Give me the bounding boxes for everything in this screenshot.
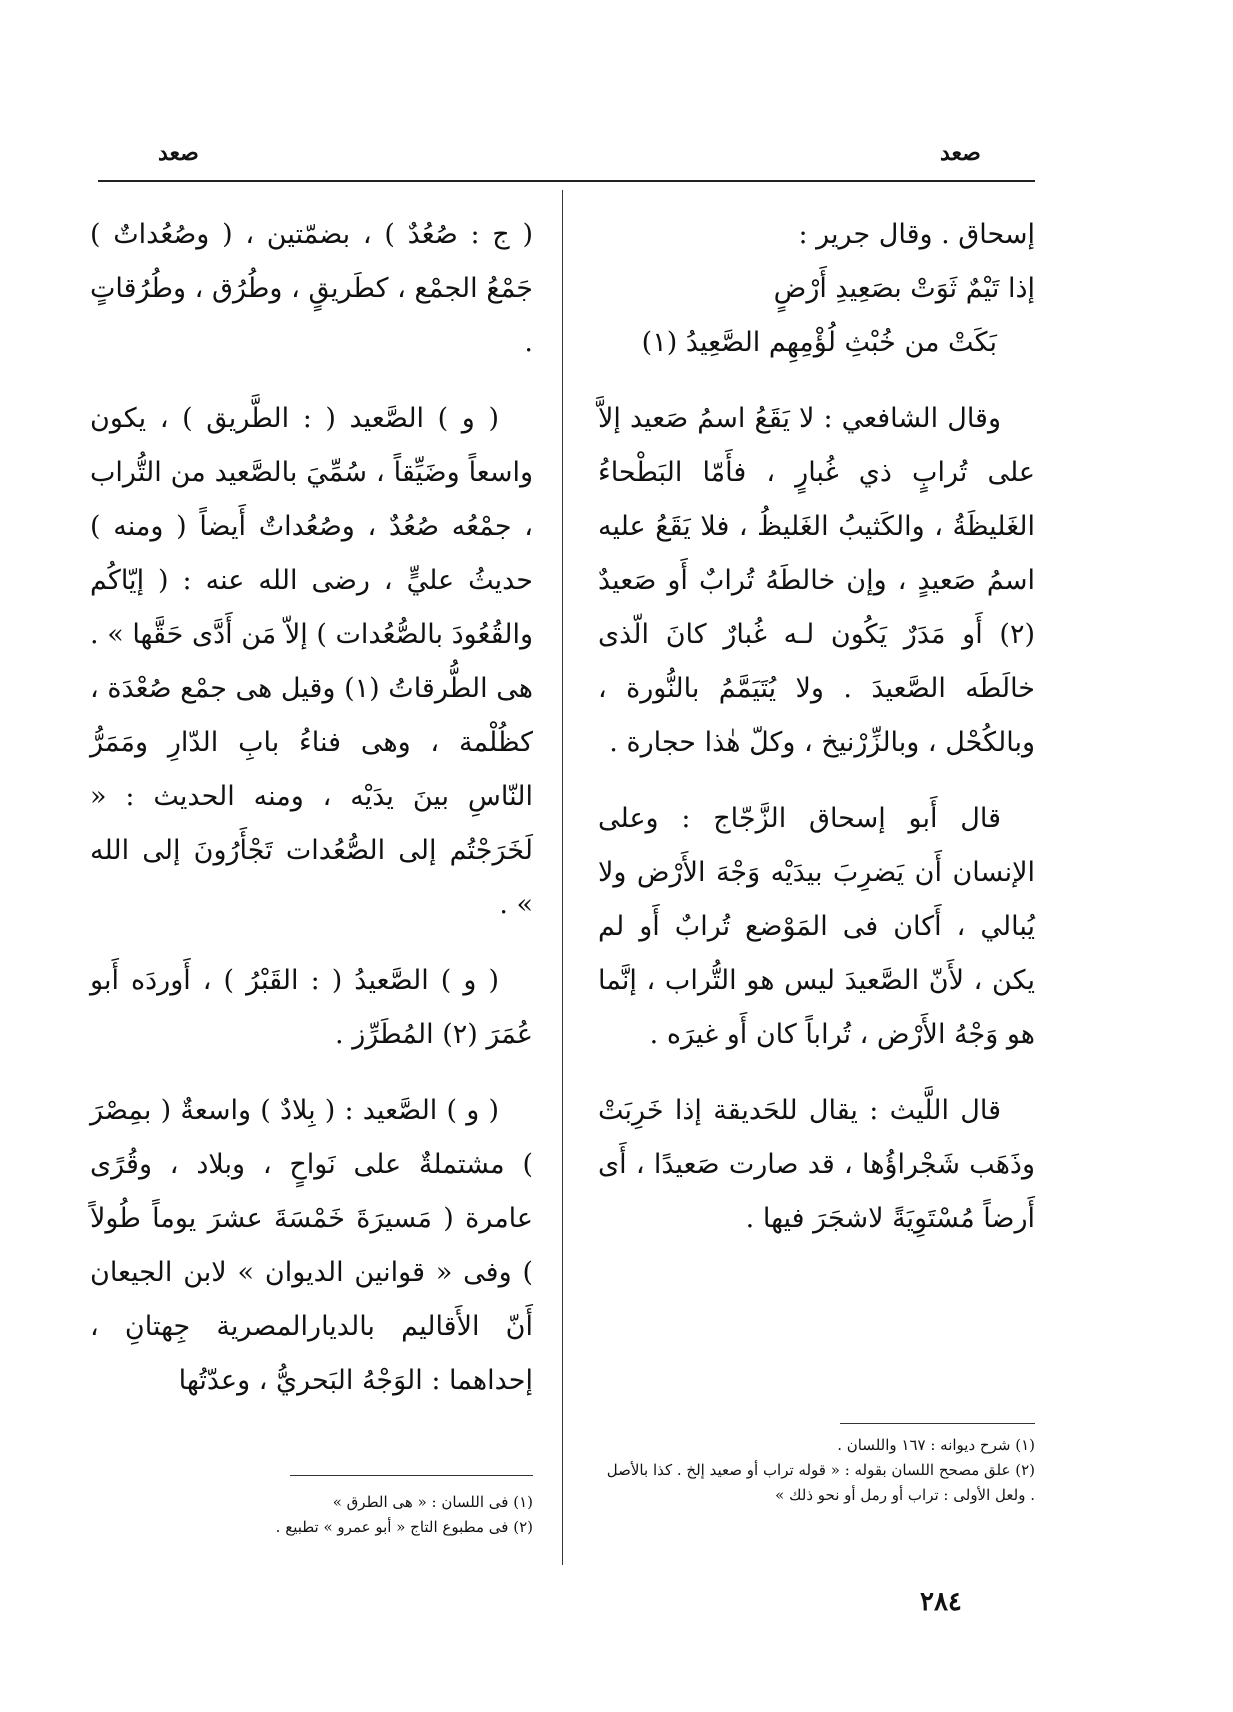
right-footnote-1: (١) شرح ديوانه : ١٦٧ واللسان .	[837, 1436, 1035, 1454]
left-footnote-1: (١) فى اللسان : « هى الطرق »	[332, 1493, 533, 1511]
running-head-left: صعد	[158, 140, 199, 166]
left-paragraph-plural: ( ج : صُعُدٌ ) ، بضمّتين ، ( وصُعُداتٌ ) جَمْعُ الجمْع ، كطَريقٍ ، وطُرُق ، وطُرُقاتٍ .	[90, 219, 533, 358]
left-footnote-2: (٢) فى مطبوع التاج « أبو عمرو » تطبيع .	[275, 1518, 533, 1536]
right-intro: إسحاق . وقال جرير :	[798, 219, 1035, 250]
left-footnotes	[140, 1490, 533, 1540]
running-head-right: صعد	[940, 140, 981, 166]
verse-line-2: بَكَتْ من خُبْثِ لُؤْمِهِم الصَّعِيدُ (١)	[641, 327, 997, 358]
verse-line-1: إذا تَيْمٌ ثَوَتْ بصَعِيدِ أَرْضٍ	[773, 273, 1035, 304]
right-footnote-2: (٢) علق مصحح اللسان بقوله : « قوله تراب أو صعيد إلخ . كذا بالأصل . ولعل الأولى : تراب أو رمل أو نحو ذلك »	[606, 1461, 1035, 1504]
right-footnotes	[598, 1433, 1035, 1508]
left-paragraph-upper-egypt: ( و ) الصَّعيد : ( بِلادٌ ) واسعةٌ ( بمِصْرَ ) مشتملةٌ على نَواحٍ ، وبلاد ، وقُرًى عامرة ( مَسيرَةَ خَمْسَةَ عشرَ يوماً طُولاً ) وفى « قوانين الديوان » لابن الجيعان أَنّ الأَقاليم بالديارالمصرية جِهتانِ ، إحداهما : الوَجْهُ البَحريُّ ، وعدّتُها	[90, 1095, 533, 1396]
left-column	[90, 208, 533, 1430]
right-column	[598, 208, 1035, 1268]
footnote-rule-right	[840, 1423, 1035, 1424]
poem-verse	[598, 262, 1035, 370]
right-paragraph-layth: قال اللَّيث : يقال للحَديقة إذا خَرِبَتْ وذَهَب شَجْراؤُها ، قد صارت صَعيدًا ، أَى أَرضاً مُسْتَوِيَةً لاشجَرَ فيها .	[598, 1095, 1035, 1234]
footnote-rule-left	[290, 1475, 533, 1476]
header-rule	[98, 180, 1035, 182]
page-number: ٢٨٤	[920, 1587, 962, 1617]
left-paragraph-road: ( و ) الصَّعيد ( : الطَّريق ) ، يكون واسعاً وضَيِّقاً ، سُمِّيَ بالصَّعيد من التُّراب ، جمْعُه صُعُدٌ ، وصُعُداتٌ أَيضاً ( ومنه ) حديثُ عليٍّ ، رضى الله عنه : ( إيّاكُم والقُعُودَ بالصُّعُدات ) إلاّ مَن أَدَّى حَقَّها » . هى الطُّرقاتُ (١) وقيل هى جمْع صُعْدَة ، كظُلْمة ، وهى فناءُ بابِ الدّارِ ومَمَرُّ النّاسِ بينَ يدَيْه ، ومنه الحديث : « لَخَرَجْتُم إلى الصُّعُدات تَجْأَرُونَ إلى الله » .	[90, 403, 533, 920]
left-paragraph-grave: ( و ) الصَّعيدُ ( : القَبْرُ ) ، أَوردَه أَبو عُمَرَ (٢) المُطَرِّز .	[90, 965, 533, 1050]
column-divider	[562, 190, 563, 1565]
right-paragraph-zajjaj: قال أَبو إسحاق الزَّجّاج : وعلى الإنسان أَن يَضرِبَ بيدَيْه وَجْهَ الأَرْض ولا يُبالي ، أَكان فى المَوْضع تُرابٌ أَو لم يكن ، لأَنّ الصَّعيدَ ليس هو التُّراب ، إنَّما هو وَجْهُ الأَرْض ، تُراباً كان أَو غيرَه .	[598, 803, 1035, 1050]
right-paragraph-shafii: وقال الشافعي : لا يَقَعُ اسمُ صَعيد إلاَّ على تُرابٍ ذي غُبارٍ ، فأَمّا البَطْحاءُ الغَليظَةُ ، والكَثيبُ الغَليظُ ، فلا يَقَعُ عليه اسمُ صَعيدٍ ، وإن خالطَهُ تُرابٌ أَو صَعيدٌ (٢) أَو مَدَرٌ يَكُون لـه غُبارٌ كانَ الّذى خالَطَه الصَّعيدَ . ولا يُتَيَمَّمُ بالنُّورة ، وبالكُحْل ، وبالزِّرْنيخ ، وكلّ هٰذا حجارة .	[598, 403, 1035, 758]
